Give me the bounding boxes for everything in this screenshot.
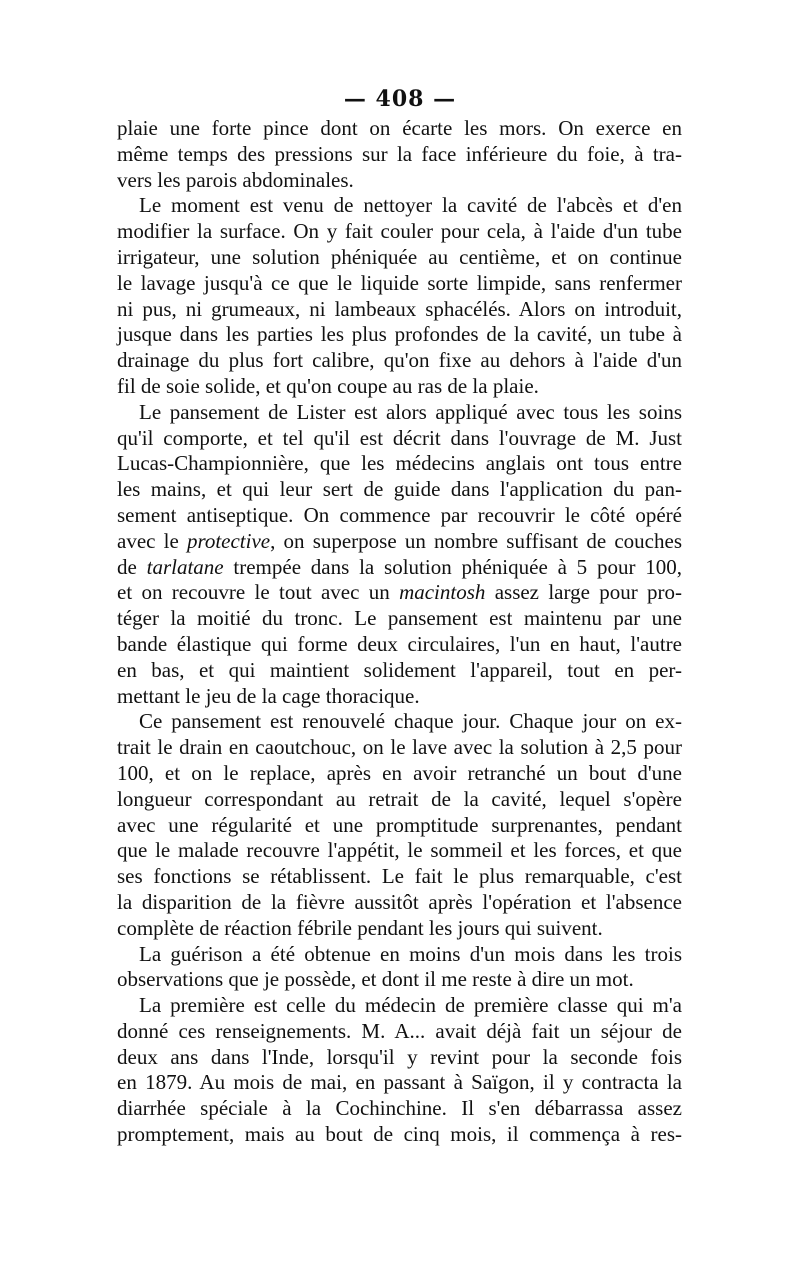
text-line: diarrhée spéciale à la Cochinchine. Il s'en débarrassa assez	[117, 1096, 682, 1121]
text-line: Ce pansement est renouvelé chaque jour. Chaque jour on ex-	[139, 709, 682, 734]
text-line: mettant le jeu de la cage thoracique.	[117, 683, 420, 708]
text-line: en 1879. Au mois de mai, en passant à Saïgon, il y contracta la	[117, 1070, 682, 1095]
text-line: que le malade recouvre l'appétit, le sommeil et les forces, et que	[117, 838, 682, 863]
text-line: même temps des pressions sur la face inférieure du foie, à tra-	[117, 141, 682, 166]
text-line: sement antiseptique. On commence par recouvrir le côté opéré	[117, 502, 682, 527]
text-line: le lavage jusqu'à ce que le liquide sorte limpide, sans renfermer	[117, 270, 682, 295]
text-line: avec le protective, on superpose un nombre suffisant de couches	[117, 528, 682, 553]
text-line: et on recouvre le tout avec un macintosh assez large pour pro-	[117, 580, 683, 605]
text-line: drainage du plus fort calibre, qu'on fixe au dehors à l'aide d'un	[117, 348, 682, 373]
text-line: complète de réaction fébrile pendant les jours qui suivent.	[117, 915, 603, 940]
text-line: donné ces renseignements. M. A... avait déjà fait un séjour de	[117, 1018, 682, 1043]
text-line: téger la moitié du tronc. Le pansement est maintenu par une	[117, 606, 682, 631]
text-line: en bas, et qui maintient solidement l'appareil, tout en per-	[117, 657, 682, 682]
text-line: vers les parois abdominales.	[117, 167, 354, 192]
text-line: irrigateur, une solution phéniquée au centième, et on continue	[117, 244, 682, 269]
text-line: plaie une forte pince dont on écarte les mors. On exerce en	[117, 116, 682, 140]
text-line: ni pus, ni grumeaux, ni lambeaux sphacélés. Alors on introduit,	[117, 296, 682, 321]
text-line: ses fonctions se rétablissent. Le fait le plus remarquable, c'est	[117, 864, 682, 889]
text-line: la disparition de la fièvre aussitôt après l'opération et l'absence	[117, 889, 682, 914]
text-line: Le moment est venu de nettoyer la cavité de l'abcès et d'en	[139, 193, 682, 218]
text-line: deux ans dans l'Inde, lorsqu'il y revint pour la seconde fois	[117, 1044, 682, 1069]
text-line: de tarlatane trempée dans la solution phéniquée à 5 pour 100,	[117, 554, 682, 579]
text-line: bande élastique qui forme deux circulaires, l'un en haut, l'autre	[117, 631, 682, 656]
page-number: — 408 —	[343, 86, 457, 112]
text-line: trait le drain en caoutchouc, on le lave avec la solution à 2,5 pour	[117, 735, 682, 760]
text-line: promptement, mais au bout de cinq mois, il commença à res-	[117, 1122, 682, 1147]
text-line: Lucas-Championnière, que les médecins anglais ont tous entre	[117, 451, 682, 476]
text-line: La première est celle du médecin de première classe qui m'a	[139, 993, 682, 1018]
text-line: Le pansement de Lister est alors appliqué avec tous les soins	[139, 399, 682, 424]
text-line: longueur correspondant au retrait de la cavité, lequel s'opère	[117, 786, 682, 811]
text-line: qu'il comporte, et tel qu'il est décrit dans l'ouvrage de M. Just	[117, 425, 682, 450]
text-line: 100, et on le replace, après en avoir retranché un bout d'une	[117, 760, 682, 785]
text-line: modifier la surface. On y fait couler pour cela, à l'aide d'un tube	[117, 219, 682, 244]
body-text	[117, 116, 682, 1148]
text-line: observations que je possède, et dont il me reste à dire un mot.	[117, 967, 634, 992]
text-line: La guérison a été obtenue en moins d'un mois dans les trois	[139, 941, 682, 966]
text-line: avec une régularité et une promptitude surprenantes, pendant	[117, 812, 682, 837]
text-line: fil de soie solide, et qu'on coupe au ras de la plaie.	[117, 373, 539, 398]
text-line: jusque dans les parties les plus profondes de la cavité, un tube à	[117, 322, 682, 347]
text-line: les mains, et qui leur sert de guide dans l'application du pan-	[117, 477, 682, 502]
